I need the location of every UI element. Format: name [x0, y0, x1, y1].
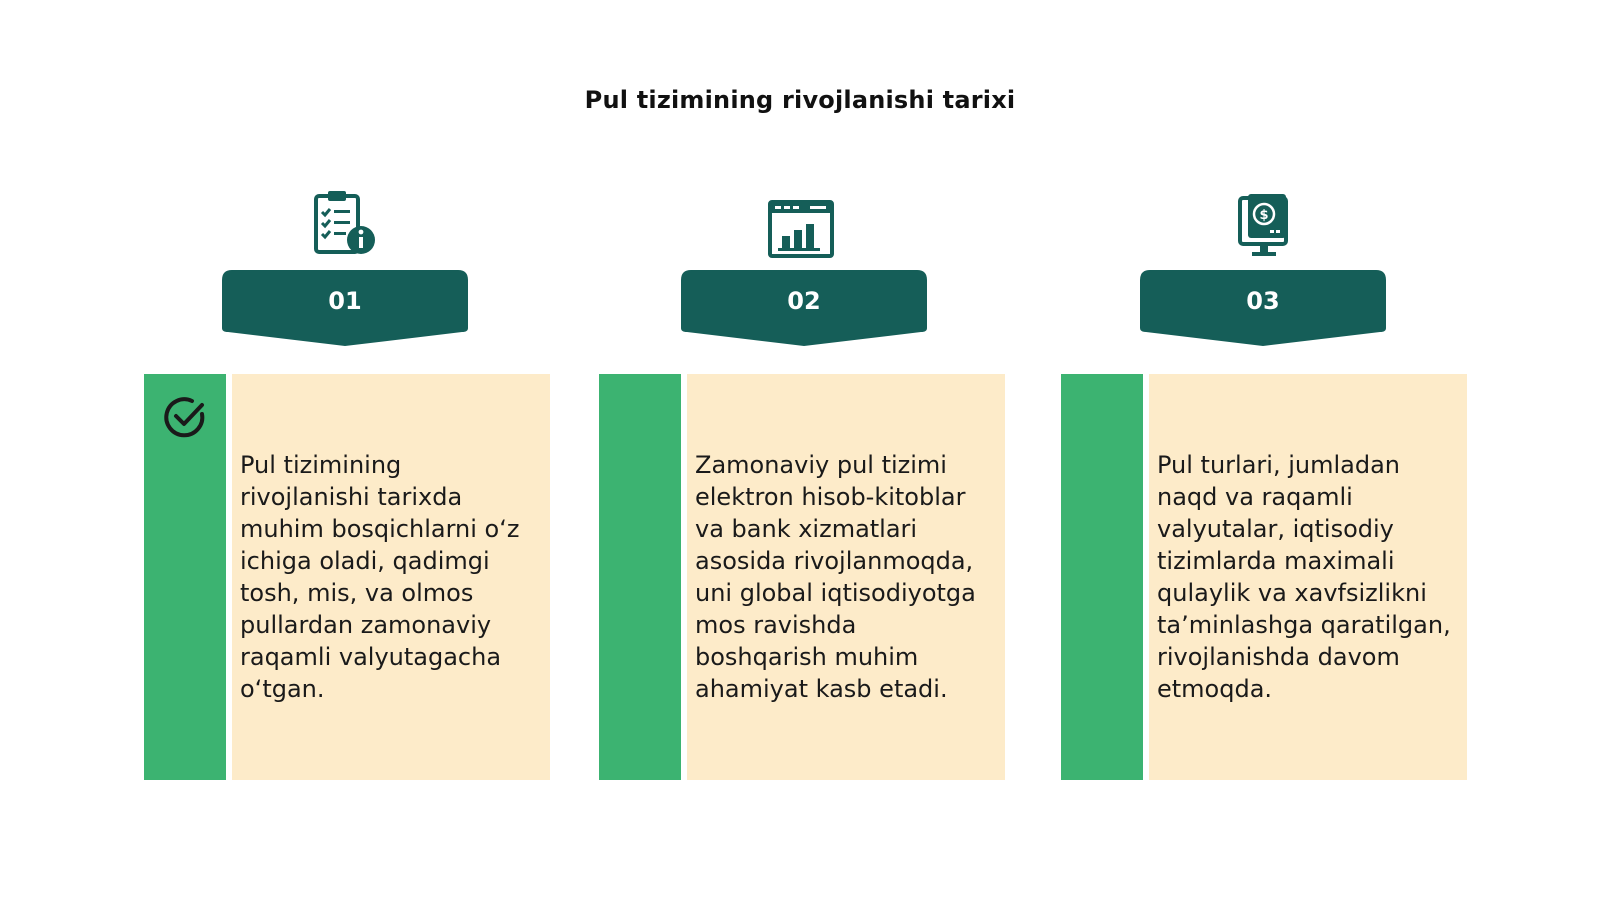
step-1-badge — [222, 270, 468, 346]
dollar-monitor-icon — [1228, 192, 1298, 262]
step-2-badge — [681, 270, 927, 346]
step-3-body — [1149, 374, 1467, 780]
step-3-number: 03 — [1246, 287, 1280, 315]
step-1-text: Pul tizimining rivojlanishi tarixda muhim bosqichlarni o‘z ichiga oladi, qadimgi tosh, mis, va olmos pullardan zamonaviy raqamli valyutagacha o‘tgan. — [240, 451, 520, 703]
bar-chart-window-icon — [766, 196, 836, 266]
check-circle-icon — [162, 394, 208, 440]
step-3-badge — [1140, 270, 1386, 346]
step-2-body — [687, 374, 1005, 780]
step-3-accent-bar — [1061, 374, 1143, 780]
clipboard-info-icon — [310, 188, 380, 258]
svg-text:$: $ — [1259, 208, 1269, 223]
step-1-body — [232, 374, 550, 780]
step-1-card — [144, 374, 550, 780]
step-3-card — [1061, 374, 1467, 780]
step-3-text: Pul turlari, jumladan naqd va raqamli valyutalar, iqtisodiy tizimlarda maximali qulaylik va xavfsizlikni ta’minlashga qaratilgan, rivojlanishda davom etmoqda. — [1157, 451, 1451, 703]
step-1-number: 01 — [328, 287, 362, 315]
step-2-text: Zamonaviy pul tizimi elektron hisob-kitoblar va bank xizmatlari asosida rivojlanmoqda, uni global iqtisodiyotga mos ravishda boshqarish muhim ahamiyat kasb etadi. — [695, 451, 976, 703]
step-2-card — [599, 374, 1005, 780]
page-title: Pul tizimining rivojlanishi tarixi — [584, 86, 1016, 114]
step-2-accent-bar — [599, 374, 681, 780]
step-2-number: 02 — [787, 287, 821, 315]
step-1-accent-bar — [144, 374, 226, 780]
